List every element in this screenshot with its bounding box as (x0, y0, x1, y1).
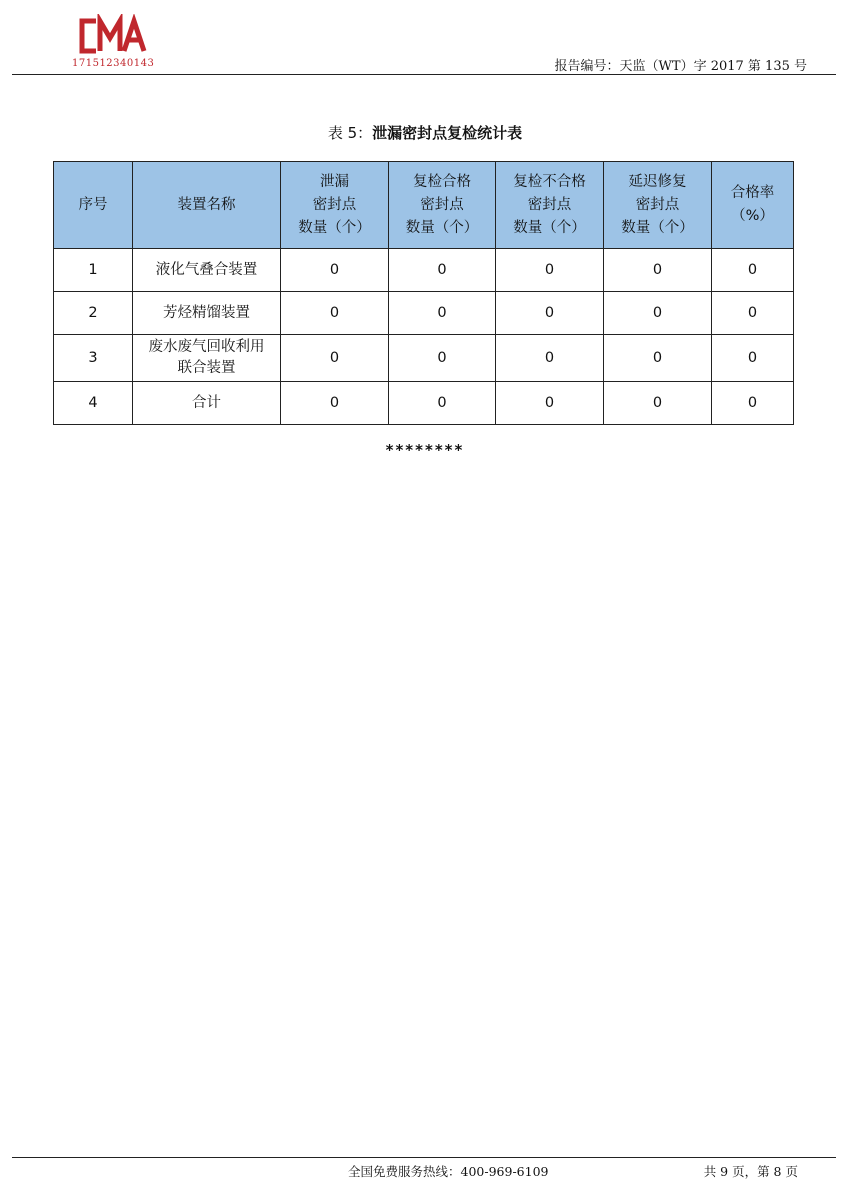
footer-hotline: 全国免费服务热线：400-969-6109 (348, 1164, 549, 1179)
cell-text-line: 废水废气回收利用 (148, 339, 265, 355)
cell-text-line: 0 (329, 349, 340, 366)
table-cell (496, 249, 604, 292)
logo-code: 171512340143 (72, 58, 155, 69)
cell-text-line: 延迟修复 (628, 173, 687, 190)
cell-text-line: 0 (437, 261, 447, 278)
cell-text-line: 泄漏 (320, 173, 349, 190)
cell-text-line: （%） (731, 208, 774, 224)
table-cell (281, 249, 389, 292)
table-cell (389, 292, 496, 335)
column-header (604, 162, 712, 249)
table-cell (604, 335, 712, 382)
report-number: 报告编号：天监（WT）字 2017 第 135 号 (554, 59, 807, 74)
cell-text-line: 0 (652, 261, 663, 278)
table-cell (604, 292, 712, 335)
cell-text-line: 0 (652, 304, 663, 321)
table-cell (712, 335, 794, 382)
table-cell (496, 292, 604, 335)
cell-text-line: 数量（个） (621, 219, 694, 236)
cell-text-line: 0 (544, 304, 555, 321)
cma-logo-icon (74, 14, 150, 58)
table-cell (712, 249, 794, 292)
cell-text-line: 数量（个） (405, 219, 479, 236)
leak-recheck-table (53, 161, 794, 425)
table-cell (133, 249, 281, 292)
cell-text-line: 合计 (192, 394, 221, 411)
column-header (389, 162, 496, 249)
cell-text-line: 复检不合格 (513, 173, 586, 190)
cell-text-line: 数量（个） (298, 219, 371, 236)
cell-text-line: 数量（个） (513, 219, 586, 236)
table-row (54, 249, 794, 292)
cell-text-line: 装置名称 (177, 196, 236, 213)
table-cell (389, 249, 496, 292)
column-header (133, 162, 281, 249)
cell-text-line: 0 (747, 304, 758, 321)
column-header (496, 162, 604, 249)
cma-logo (70, 12, 160, 74)
cell-text-line: 3 (88, 349, 98, 366)
cell-text-line: 0 (747, 394, 758, 411)
cell-text-line: 芳烃精馏装置 (163, 304, 250, 321)
table-cell (54, 292, 133, 335)
table-title (0, 122, 850, 143)
cell-text-line: 联合装置 (177, 360, 236, 376)
cell-text-line: 4 (88, 394, 98, 411)
cell-text-line: 0 (329, 261, 340, 278)
table-cell (281, 382, 389, 425)
table-cell (133, 382, 281, 425)
table-cell (54, 249, 133, 292)
table-cell (496, 335, 604, 382)
table-title-prefix: 表 5： (327, 124, 373, 142)
header-divider (12, 74, 836, 75)
table-body (54, 249, 794, 425)
cell-text-line: 密封点 (635, 196, 680, 213)
table-cell (281, 292, 389, 335)
cell-text-line: 1 (88, 261, 98, 278)
table-cell (54, 382, 133, 425)
table-row (54, 382, 794, 425)
table-row (54, 335, 794, 382)
table-cell (281, 335, 389, 382)
table-cell (54, 335, 133, 382)
cell-text-line: 密封点 (420, 196, 464, 213)
table-cell (712, 292, 794, 335)
cell-text-line: 0 (329, 304, 340, 321)
cell-text-line: 液化气叠合装置 (155, 261, 258, 278)
table-cell (133, 335, 281, 382)
column-header (281, 162, 389, 249)
table-title-main: 泄漏密封点复检统计表 (372, 124, 523, 142)
cell-text-line: 0 (747, 349, 758, 366)
cell-text-line: 0 (544, 261, 555, 278)
table-cell (604, 249, 712, 292)
table-row (54, 292, 794, 335)
cell-text-line: 0 (544, 394, 555, 411)
cell-text-line: 0 (652, 349, 663, 366)
column-header (54, 162, 133, 249)
table-header-row (54, 162, 794, 249)
cell-text-line: 0 (747, 261, 758, 278)
cell-text-line: 0 (437, 394, 447, 411)
cell-text-line: 合格率 (730, 185, 775, 201)
cell-text-line: 序号 (78, 196, 108, 213)
cell-text-line: 2 (88, 304, 98, 321)
footer-page-number: 共 9 页，第 8 页 (703, 1164, 798, 1179)
cell-text-line: 0 (329, 394, 340, 411)
footer-divider (12, 1157, 836, 1158)
cell-text-line: 密封点 (312, 196, 357, 213)
table-cell (389, 335, 496, 382)
table-cell (133, 292, 281, 335)
cell-text-line: 0 (544, 349, 555, 366)
cell-text-line: 复检合格 (413, 173, 471, 190)
cell-text-line: 0 (652, 394, 663, 411)
end-marker: ******** (385, 441, 465, 459)
table-cell (712, 382, 794, 425)
cell-text-line: 0 (437, 349, 447, 366)
table-cell (496, 382, 604, 425)
table-cell (389, 382, 496, 425)
cell-text-line: 密封点 (527, 196, 572, 213)
table-cell (604, 382, 712, 425)
cell-text-line: 0 (437, 304, 447, 321)
column-header (712, 162, 794, 249)
